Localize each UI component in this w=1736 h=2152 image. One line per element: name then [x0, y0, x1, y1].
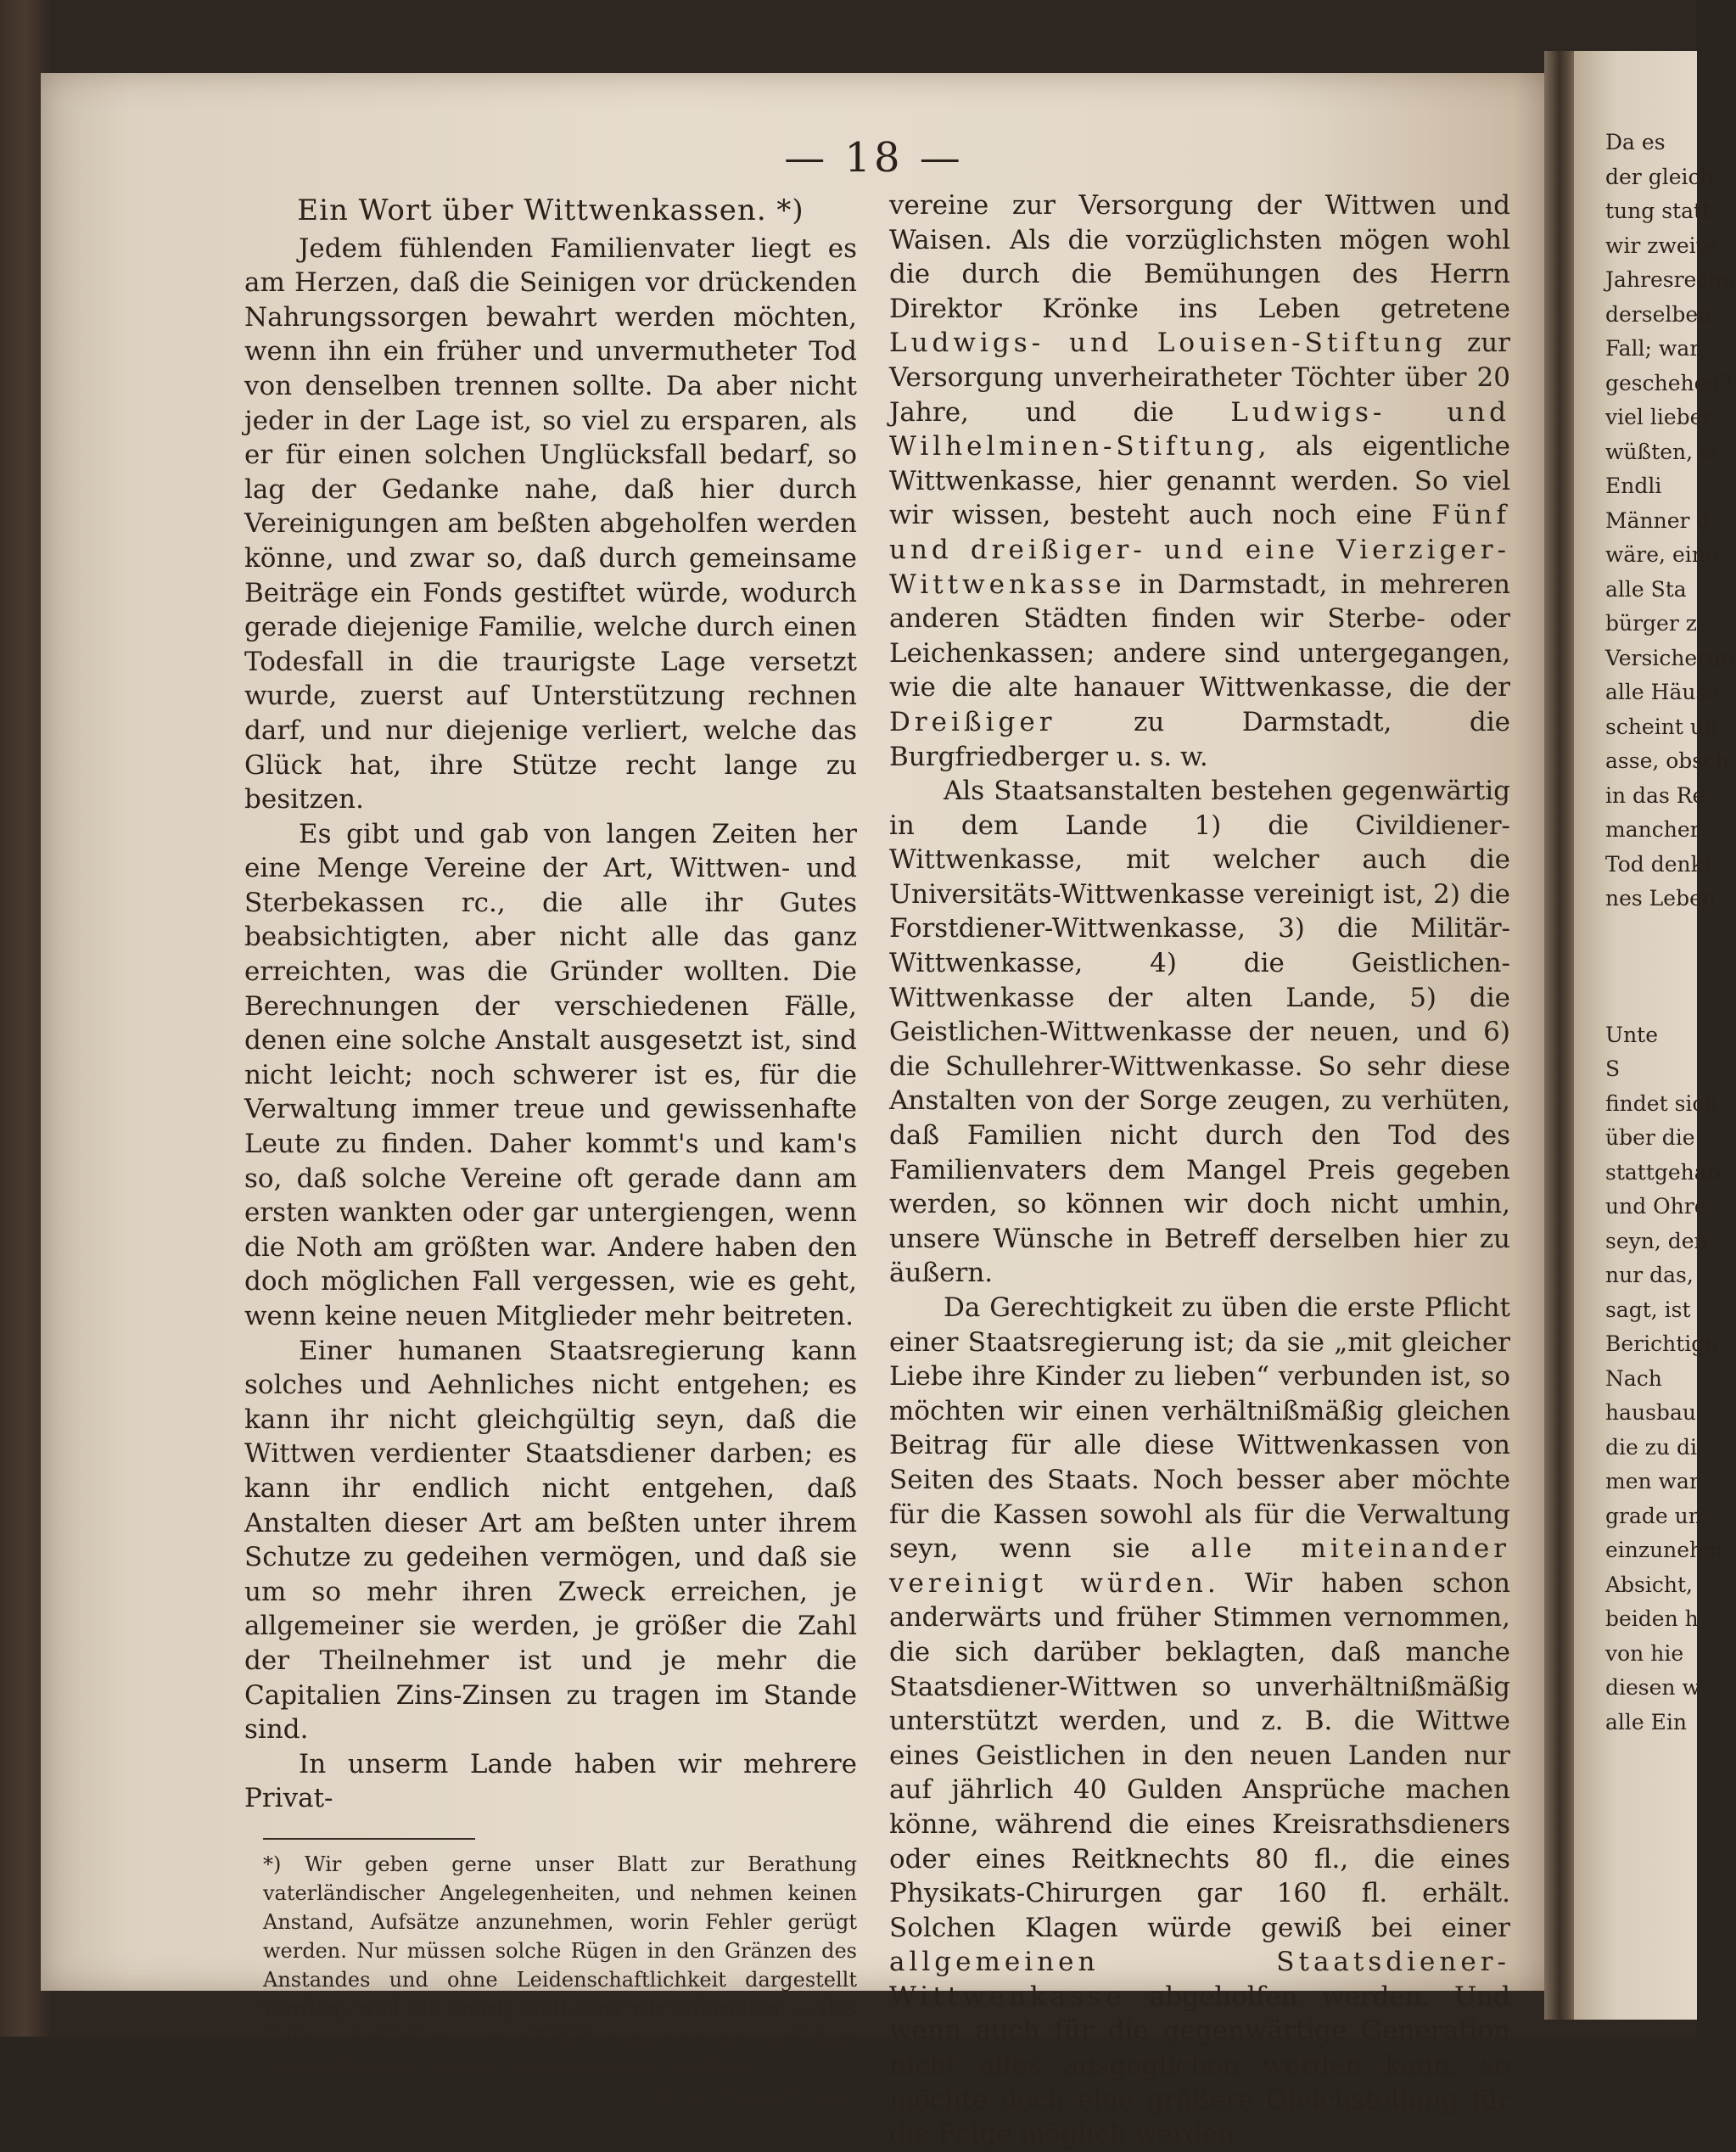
fragment-line: Absicht,: [1605, 1572, 1693, 1597]
fragment-line: Fall; war: [1605, 336, 1700, 361]
left-column: [244, 193, 857, 2110]
fragment-line: Versicherun: [1605, 645, 1735, 670]
text-run: Da Gerechtigkeit zu üben die erste Pflicht einer Staatsregierung ist; da sie „mit gleicher Liebe ihre Kinder zu lieben“ verbunden ist, so möchten wir einen verhältnißmäßig gleichen Beitrag für alle diese Wittwenkassen von Seiten des Staats. Noch besser aber möchte für die Kassen sowohl als für die Verwaltung seyn, wenn sie: [889, 1292, 1510, 1565]
fragment-line: über die: [1605, 1125, 1695, 1150]
paragraph: Es gibt und gab von langen Zeiten her eine Menge Vereine der Art, Wittwen- und Sterbekassen rc., die alle ihr Gutes beabsichtigten, aber nicht alle das ganz erreichten, was die Gründer wollten. Die Berechnungen der verschiedenen Fälle, denen eine solche Anstalt ausgesetzt ist, sind nicht leicht; noch schwerer ist es, für die Verwaltung immer treue und gewissenhafte Leute zu finden. Daher kommt's und kam's so, daß solche Vereine oft gerade dann am ersten wankten oder gar untergiengen, wenn die Noth am größten war. Andere haben den doch möglichen Fall vergessen, wie es geht, wenn keine neuen Mitglieder mehr beitreten.: [244, 818, 857, 1331]
text-run: zu Darmstadt, die Burgfriedberger u. s. w.: [889, 706, 1510, 772]
fragment-line: stattgehab: [1605, 1159, 1721, 1185]
fragment-line: Berichtigu: [1605, 1331, 1719, 1356]
paragraph: Als Staatsanstalten bestehen gegenwärtig in dem Lande 1) die Civildiener-Wittwenkasse, mit welcher auch die Universitäts-Wittwenkasse vereinigt ist, 2) die Forstdiener-Wittwenkasse, 3) die Militär-Wittwenkasse, 4) die Geistlichen-Wittwenkasse der alten Lande, 5) die Geistlichen-Wittwenkasse der neuen, und 6) die Schullehrer-Wittwenkasse. So sehr diese Anstalten von der Sorge zeugen, zu verhüten, daß Familien nicht durch den Tod des Familienvaters dem Mangel Preis gegeben werden, so können wir doch nicht umhin, unsere Wünsche in Betreff derselben hier zu äußern.: [889, 776, 1510, 1289]
paragraph: Jedem fühlenden Familienvater liegt es am Herzen, daß die Seinigen vor drückenden Nahrungssorgen bewahrt werden möchten, wenn ihn ein früher und unvermutheter Tod von denselben trennen sollte. Da aber nicht jeder in der Lage ist, so viel zu ersparen, als er für einen solchen Unglücksfall bedarf, so lag der Gedanke nahe, daß hier durch Vereinigungen am beßten abgeholfen werden könne, und zwar so, daß durch gemeinsame Beiträge ein Fonds gestiftet würde, wodurch gerade diejenige Familie, welche durch einen Todesfall in die traurigste Lage versetzt wurde, zuerst auf Unterstützung rechnen darf, und nur diejenige verliert, welche das Glück hat, ihre Stütze recht lange zu besitzen.: [244, 233, 857, 815]
page-number: — 18 —: [784, 134, 964, 182]
fragment-line: beiden h: [1605, 1606, 1699, 1631]
fragment-line: Endli: [1605, 474, 1662, 498]
fragment-line: Nach: [1605, 1365, 1662, 1391]
article-headline: Ein Wort über Wittwenkassen. *): [297, 193, 804, 227]
fragment-line: tung statt: [1605, 199, 1711, 223]
fragment-line: derselben.: [1605, 301, 1719, 327]
footnote: [244, 1850, 857, 2107]
fragment-line: alle Ein: [1605, 1709, 1687, 1734]
emphasized-text: Ludwigs- und Wilhelminen-Stiftung: [889, 396, 1511, 462]
right-page-fragments: [1605, 126, 1736, 1740]
emphasized-text: Ludwigs- und Louisen-Stiftung: [889, 328, 1447, 359]
book-gutter: [1544, 51, 1578, 2020]
footnote-signature: Die Redaction.: [658, 2082, 857, 2107]
emphasized-text: allgemeinen Staatsdiener-Wittwenkasse: [889, 1947, 1510, 2012]
fragment-line: bürger z: [1605, 611, 1697, 636]
fragment-line: geschehen?: [1605, 370, 1732, 395]
fragment-line: Männer d: [1605, 507, 1711, 533]
fragment-line: S: [1605, 1056, 1621, 1081]
fragment-line: diesen w: [1605, 1675, 1700, 1700]
footnote-divider: [263, 1838, 475, 1840]
text-run: , als eigentliche Wittwenkasse, hier genannt werden. So viel wir wissen, besteht auch noch eine: [889, 431, 1510, 531]
emphasized-text: Fünf und dreißiger- und eine Vierziger-Wittwenkasse: [889, 500, 1510, 600]
paragraph: [889, 1291, 1510, 2152]
fragment-line: mancher: [1605, 817, 1700, 842]
text-run: . Wir haben schon anderwärts und früher Stimmen vernommen, die sich darüber beklagten, daß manche Staatsdiener-Wittwen so unverhältnißmäßig unterstützt werden, und z. B. die Wittwe eines Geistlichen in den neuen Landen nur auf jährlich 40 Gulden Ansprüche machen könne, während die eines Kreisrathsdieners oder eines Reitknechts 80 fl., die eines Physikats-Chirurgen gar 160 fl. erhält. Solchen Klagen würde gewiß bei einer: [889, 1567, 1511, 1943]
fragment-line: sagt, ist: [1605, 1297, 1691, 1322]
paragraph: [889, 188, 1510, 774]
fragment-line: nur das,: [1605, 1263, 1694, 1287]
paragraph: In unserm Lande haben wir mehrere Privat-: [244, 1748, 857, 1814]
text-run: vereine zur Versorgung der Wittwen und Waisen. Als die vorzüglichsten mögen wohl die durch die Bemühungen des Herrn Direktor Krönke ins Leben getretene: [889, 190, 1510, 324]
fragment-line: und Ohre: [1605, 1194, 1707, 1219]
fragment-line: asse, obsch: [1605, 748, 1729, 773]
fragment-line: wir zweite: [1605, 233, 1717, 258]
fragment-line: wäre, eine: [1605, 542, 1718, 567]
fragment-line: grade un: [1605, 1503, 1702, 1528]
fragment-line: findet sich: [1605, 1090, 1718, 1116]
fragment-line: nes Leben: [1605, 886, 1716, 911]
emphasized-text: Dreißiger: [889, 706, 1056, 737]
fragment-line: hausbau: [1605, 1400, 1696, 1425]
emphasized-text: alle miteinander vereinigt würden: [889, 1533, 1510, 1599]
paragraph: Einer humanen Staatsregierung kann solches und Aehnliches nicht entgehen; es kann ihr nicht gleichgültig seyn, daß die Wittwen verdienter Staatsdiener darben; es kann ihr endlich nicht entgehen, daß Anstalten dieser Art am beßten unter ihrem Schutze zu gedeihen vermögen, und daß sie um so mehr ihren Zweck erreichen, je allgemeiner sie werden, je größer die Zahl der Theilnehmer ist und je mehr die Capitalien Zins-Zinsen zu tragen im Stande sind.: [244, 1335, 857, 1746]
fragment-line: Unte: [1605, 1022, 1659, 1047]
fragment-gap: [1605, 916, 1697, 1018]
fragment-line: men war: [1605, 1469, 1700, 1494]
text-run: in Darmstadt, in mehreren anderen Städten finden wir Sterbe- oder Leichenkassen; andere sind untergegangen, wie die alte hanauer Wittwenkasse, die der: [889, 569, 1510, 703]
fragment-line: in das Re: [1605, 782, 1705, 808]
fragment-line: einzunehm: [1605, 1538, 1723, 1562]
fragment-line: Jahresrechn: [1605, 267, 1736, 292]
fragment-line: die zu di: [1605, 1434, 1697, 1460]
fragment-line: seyn, den: [1605, 1228, 1708, 1253]
fragment-line: alle Sta: [1605, 576, 1687, 602]
text-run: zur Versorgung unverheiratheter Töchter über 20 Jahre, und die: [889, 328, 1510, 428]
fragment-line: Da es: [1605, 130, 1666, 154]
right-column: [889, 188, 1510, 2152]
fragment-line: der gleich: [1605, 164, 1714, 189]
fragment-line: alle Häuse: [1605, 680, 1720, 704]
text-run: abgeholfen werden. Und wenn auch für die gegenwärtige Generation nicht alles ausgeglichen werden kann, so möchte doch eine größere Gleichstellung für die Folge möglich werden: [889, 1981, 1510, 2150]
fragment-line: wüßten, w: [1605, 439, 1718, 464]
fragment-line: von hie: [1605, 1640, 1684, 1666]
fragment-line: viel lieber: [1605, 405, 1713, 429]
fragment-line: Tod denkt: [1605, 851, 1712, 877]
fragment-line: scheint un: [1605, 714, 1718, 739]
footnote-text: *) Wir geben gerne unser Blatt zur Berathung vaterländischer Angelegenheiten, und nehmen keinen Anstand, Aufsätze anzunehmen, worin Fehler gerügt werden. Nur müssen solche Rügen in den Gränzen des Anstandes und ohne Leidenschaftlichkeit dargestellt werden, weil sie sonst, statt was wir wünschen — das Gute zu befördern — nur Erbitterung erzeugen und dem Guten dadurch gerade hinderlich seyn würden.: [263, 1852, 857, 2078]
